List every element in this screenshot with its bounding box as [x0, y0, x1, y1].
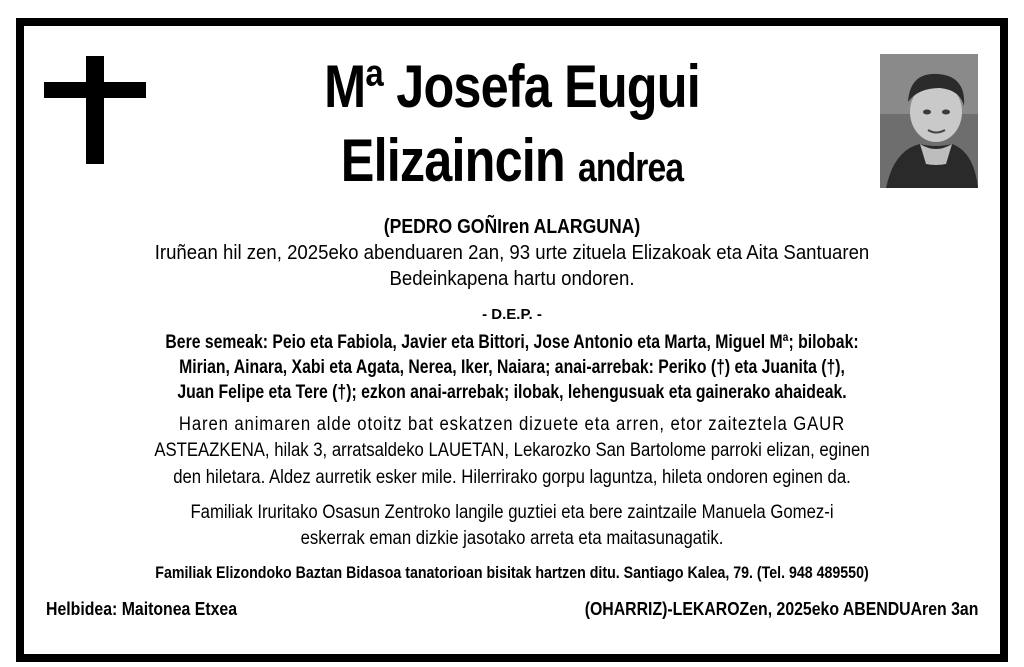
honorific-suffix: andrea — [578, 146, 684, 190]
death-info-line2: Bedeinkapena hartu ondoren. — [389, 268, 635, 290]
invitation-line1: Haren animaren alde otoitz bat eskatzen dizuete eta arren, etor zaiteztela GAUR — [178, 414, 846, 435]
deceased-name-line1: Mª Josefa Eugui — [324, 53, 700, 120]
place-and-date: (OHARRIZ)-LEKAROZen, 2025eko ABENDUAren 3an — [584, 599, 978, 619]
visitation-info: Familiak Elizondoko Baztan Bidasoa tanatorioan bisitak hartzen ditu. Santiago Kalea, 79. (Tel. 948 489550) — [155, 564, 869, 582]
invitation-line2: ASTEAZKENA, hilak 3, arratsaldeko LAUETAN, Lekarozko San Bartolome parroki elizan, eginen — [154, 440, 870, 461]
widow-of-line: (PEDRO GOÑIren ALARGUNA) — [383, 216, 641, 238]
family-line1: Bere semeak: Peio eta Fabiola, Javier eta Bittori, Jose Antonio eta Marta, Miguel Mª; bilobak: — [165, 332, 859, 353]
thanks-line2: eskerrak eman dizkie jasotako arreta eta maitasunagatik. — [300, 528, 724, 549]
deceased-name-line2 — [102, 126, 922, 195]
invitation-line3: den hiletara. Aldez aurretik esker mile. Hilerrirako gorpu laguntza, hileta ondoren eginen da. — [173, 467, 851, 488]
family-line2: Mirian, Ainara, Xabi eta Agata, Nerea, Iker, Naiara; anai-arrebak: Periko (†) eta Juanita (†), — [179, 357, 845, 378]
obituary-notice — [16, 18, 1008, 662]
death-info-line1: Iruñean hil zen, 2025eko abenduaren 2an, 93 urte zituela Elizakoak eta Aita Santuaren — [154, 242, 870, 264]
home-address: Helbidea: Maitonea Etxea — [46, 599, 238, 619]
dep-label: - D.E.P. - — [482, 306, 542, 323]
deceased-surname: Elizaincin — [340, 127, 565, 194]
family-line3: Juan Felipe eta Tere (†); ezkon anai-arrebak; ilobak, lehengusuak eta gainerako ahaideak. — [177, 382, 847, 403]
thanks-line1: Familiak Iruritako Osasun Zentroko langile guztiei eta bere zaintzaile Manuela Gomez-i — [190, 502, 834, 523]
